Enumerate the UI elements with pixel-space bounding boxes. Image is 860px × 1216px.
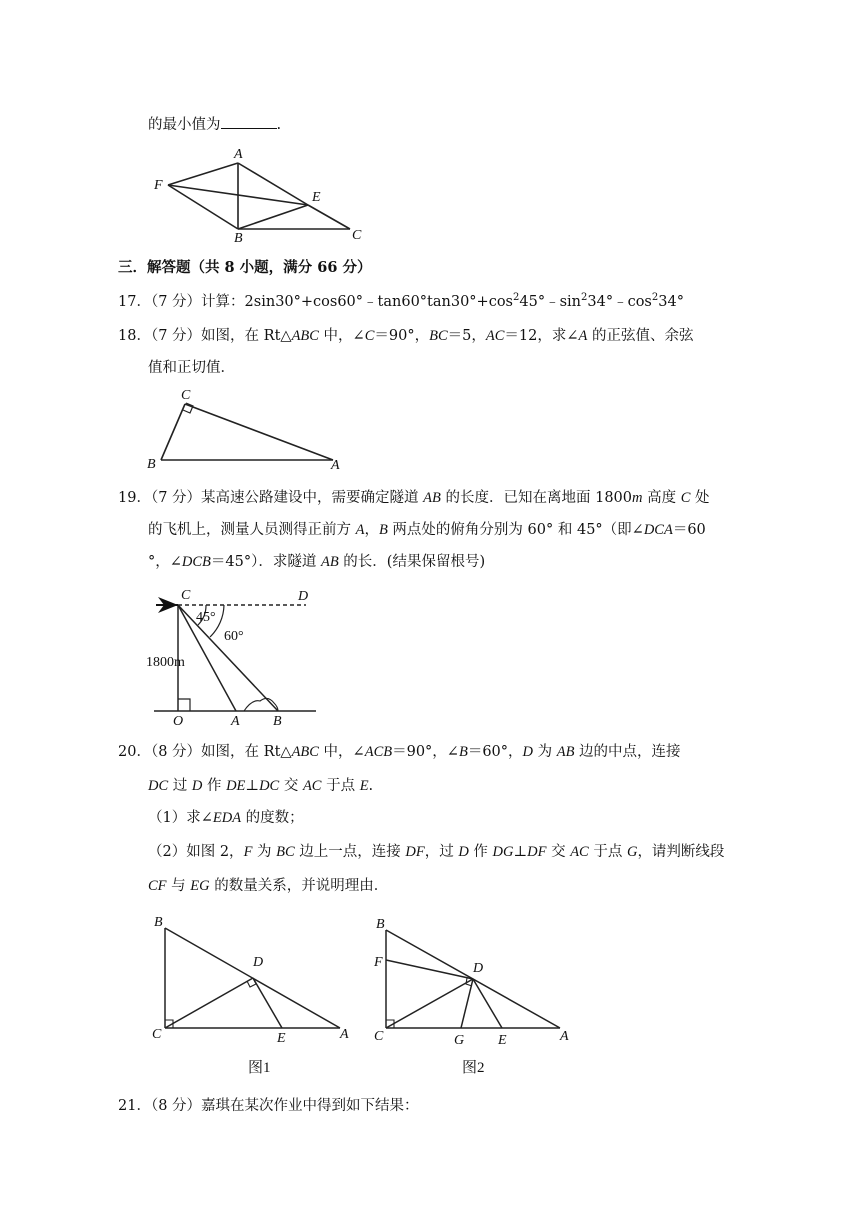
fig16-seg-EB xyxy=(238,205,308,229)
fig20a-label-B: B xyxy=(154,915,163,930)
fig18-label-A: A xyxy=(331,458,340,473)
question-20-part2-line2: CF 与 EG 的数量关系，并说明理由． xyxy=(148,878,389,894)
fig20b-label-D: D xyxy=(473,961,484,976)
fig19-label-D: D xyxy=(298,589,309,604)
fig18-seg-CA xyxy=(185,404,333,460)
fig20a-label-D: D xyxy=(253,955,264,970)
question-20-line2: DC 过 D 作 DE⊥DC 交 AC 于点 E. xyxy=(148,778,374,794)
question-21: 21．（8 分）嘉琪在某次作业中得到如下结果： xyxy=(118,1098,419,1114)
fig18-label-C: C xyxy=(181,388,191,403)
fig20b-label-G: G xyxy=(454,1033,465,1048)
fig16-seg-BF xyxy=(168,185,238,229)
fig20b-seg-CD xyxy=(386,979,473,1028)
fig20a-label-C: C xyxy=(152,1027,162,1042)
plane-icon xyxy=(156,597,178,613)
fig18-label-B: B xyxy=(147,457,156,472)
figure-q20-2 xyxy=(372,912,577,1077)
question-19: 19．（7 分）某高速公路建设中，需要确定隧道 AB 的长度．已知在离地面 1800m 高度 C 处 xyxy=(118,490,710,506)
fig16-seg-EC xyxy=(308,205,350,229)
fig19-label-B: B xyxy=(273,714,282,729)
fig19-height-label: 1800m xyxy=(146,655,185,670)
figure-q20-1 xyxy=(150,912,360,1077)
fig19-label-A: A xyxy=(231,714,240,729)
question-18: 18．（7 分）如图，在 Rt△ABC 中，∠C＝90°，BC＝5，AC＝12，求∠A 的正弦值、余弦 xyxy=(118,328,694,344)
fig16-label-A: A xyxy=(234,147,243,162)
fig20b-label-B: B xyxy=(376,917,385,932)
fig19-right-angle-mark xyxy=(178,699,190,711)
fig16-label-C: C xyxy=(352,228,362,243)
fig16-label-B: B xyxy=(234,231,243,246)
fig16-label-E: E xyxy=(312,190,321,205)
figure-q18 xyxy=(145,386,355,471)
fig20b-label-E: E xyxy=(498,1033,507,1048)
fig20a-seg-DE xyxy=(253,978,282,1028)
fig19-label-O: O xyxy=(173,714,184,729)
fig20b-label-C: C xyxy=(374,1029,384,1044)
question-18-line2: 值和正切值． xyxy=(148,360,235,376)
fig20a-label-E: E xyxy=(277,1031,286,1046)
fig16-label-F: F xyxy=(154,178,163,193)
fig20b-label-F: F xyxy=(374,955,383,970)
question-20-part2: （2）如图 2，F 为 BC 边上一点，连接 DF，过 D 作 DG⊥DF 交 AC 于点 G，请判断线段 xyxy=(148,844,725,860)
section-heading: 三．解答题（共 8 小题，满分 66 分） xyxy=(118,259,372,276)
fig16-seg-FA xyxy=(168,163,238,185)
fig19-angle-60: 60° xyxy=(224,629,244,644)
fig20a-caption: 图1 xyxy=(248,1060,271,1076)
fig16-seg-AE xyxy=(238,163,308,205)
fig19-angle-45: 45° xyxy=(196,610,216,625)
question-19-line3: °，∠DCB＝45°）．求隧道 AB 的长．(结果保留根号) xyxy=(148,554,486,570)
q16-tail: 的最小值为 . xyxy=(148,114,281,135)
fig20a-seg-CD xyxy=(165,978,253,1028)
question-20: 20．（8 分）如图，在 Rt△ABC 中，∠ACB＝90°，∠B＝60°，D 为 AB 边的中点，连接 xyxy=(118,744,681,760)
fig20b-seg-DG xyxy=(461,979,473,1028)
figure-q16 xyxy=(150,145,370,245)
fig19-label-C: C xyxy=(181,588,191,603)
fig20a-label-A: A xyxy=(340,1027,349,1042)
question-20-part1: （1）求∠EDA 的度数； xyxy=(148,810,304,826)
question-17: 17．（7 分）计算：$2\sin 30^\circ+\cos 60^\circ﹣\tan 60^\circ\tan 30^\circ+\cos^245^\circ﹣\sin^234^\circ﹣\cos^234^\circ$ xyxy=(118,292,684,310)
fig20b-seg-DF xyxy=(386,960,473,979)
fig20b-label-A: A xyxy=(560,1029,569,1044)
fig20b-caption: 图2 xyxy=(462,1060,485,1076)
figure-q19 xyxy=(146,585,323,729)
fig18-seg-BC xyxy=(161,404,185,460)
question-19-line2: 的飞机上，测量人员测得正前方 A，B 两点处的俯角分别为 60° 和 45°（即∠DCA＝60 xyxy=(148,522,706,538)
answer-blank xyxy=(221,114,277,129)
